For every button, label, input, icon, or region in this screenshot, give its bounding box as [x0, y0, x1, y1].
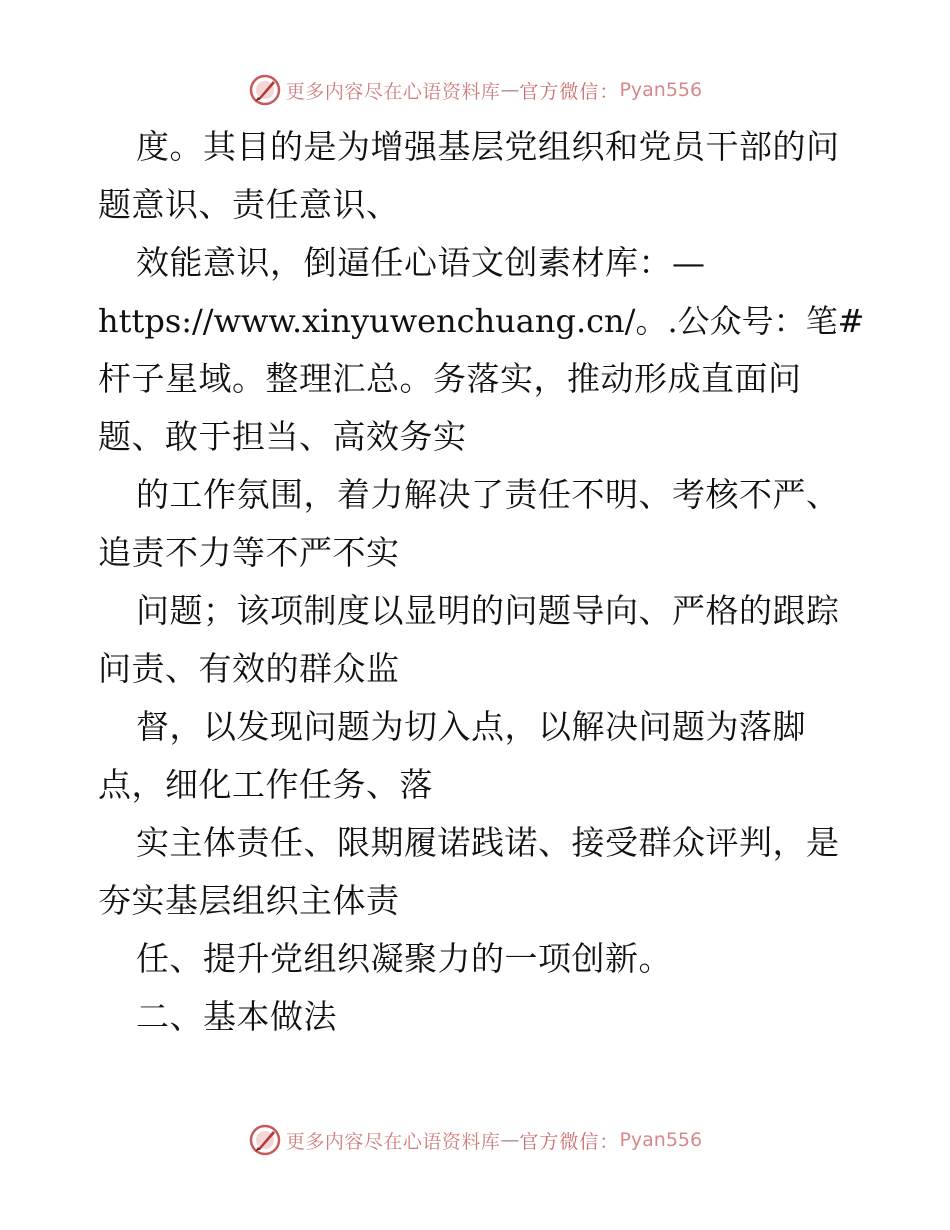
text-line: 杆子星域。整理汇总。务落实，推动形成直面问 — [98, 359, 802, 398]
text-line: 任、提升党组织凝聚力的一项创新。 — [136, 939, 672, 978]
banner-wechat-label: 官方微信： — [519, 80, 620, 103]
text-line: 的工作氛围，着力解决了责任不明、考核不严、 — [136, 475, 840, 514]
section-heading: 二、基本做法 — [136, 997, 337, 1036]
text-line: 问责、有效的群众监 — [98, 649, 400, 688]
banner-wechat-label: 官方微信： — [519, 1130, 620, 1153]
text-line: 夯实基层组织主体责 — [98, 881, 400, 920]
text-line: 问题；该项制度以显明的问题导向、严格的跟踪 — [136, 591, 840, 630]
text-line: 追责不力等不严不实 — [98, 533, 400, 572]
text-line: 效能意识，倒逼任心语文创素材库：— — [136, 243, 706, 282]
text-line: 题、敢于担当、高效务实 — [98, 417, 467, 456]
document-body — [98, 118, 865, 1046]
banner-text: 更多内容尽在心语资料库 — [285, 80, 501, 103]
text-line: 点，细化工作任务、落 — [98, 765, 433, 804]
banner-handle: Pyan556 — [619, 79, 703, 101]
banner-handle: Pyan556 — [619, 1129, 703, 1151]
text-line-url: https://www.xinyuwenchuang.cn/。.公众号：笔# — [98, 302, 865, 340]
banner-text: 更多内容尽在心语资料库 — [285, 1130, 501, 1153]
header-banner — [0, 70, 950, 110]
text-line: 度。其目的是为增强基层党组织和党员干部的问 — [136, 127, 840, 166]
text-line: 题意识、责任意识、 — [98, 185, 400, 224]
quill-circle-icon — [248, 1123, 282, 1157]
banner-dash: — — [500, 79, 520, 101]
text-line: 督，以发现问题为切入点，以解决问题为落脚 — [136, 707, 806, 746]
quill-circle-icon — [248, 73, 282, 107]
banner-dash: — — [500, 1129, 520, 1151]
text-line: 实主体责任、限期履诺践诺、接受群众评判，是 — [136, 823, 840, 862]
footer-banner — [0, 1120, 950, 1160]
